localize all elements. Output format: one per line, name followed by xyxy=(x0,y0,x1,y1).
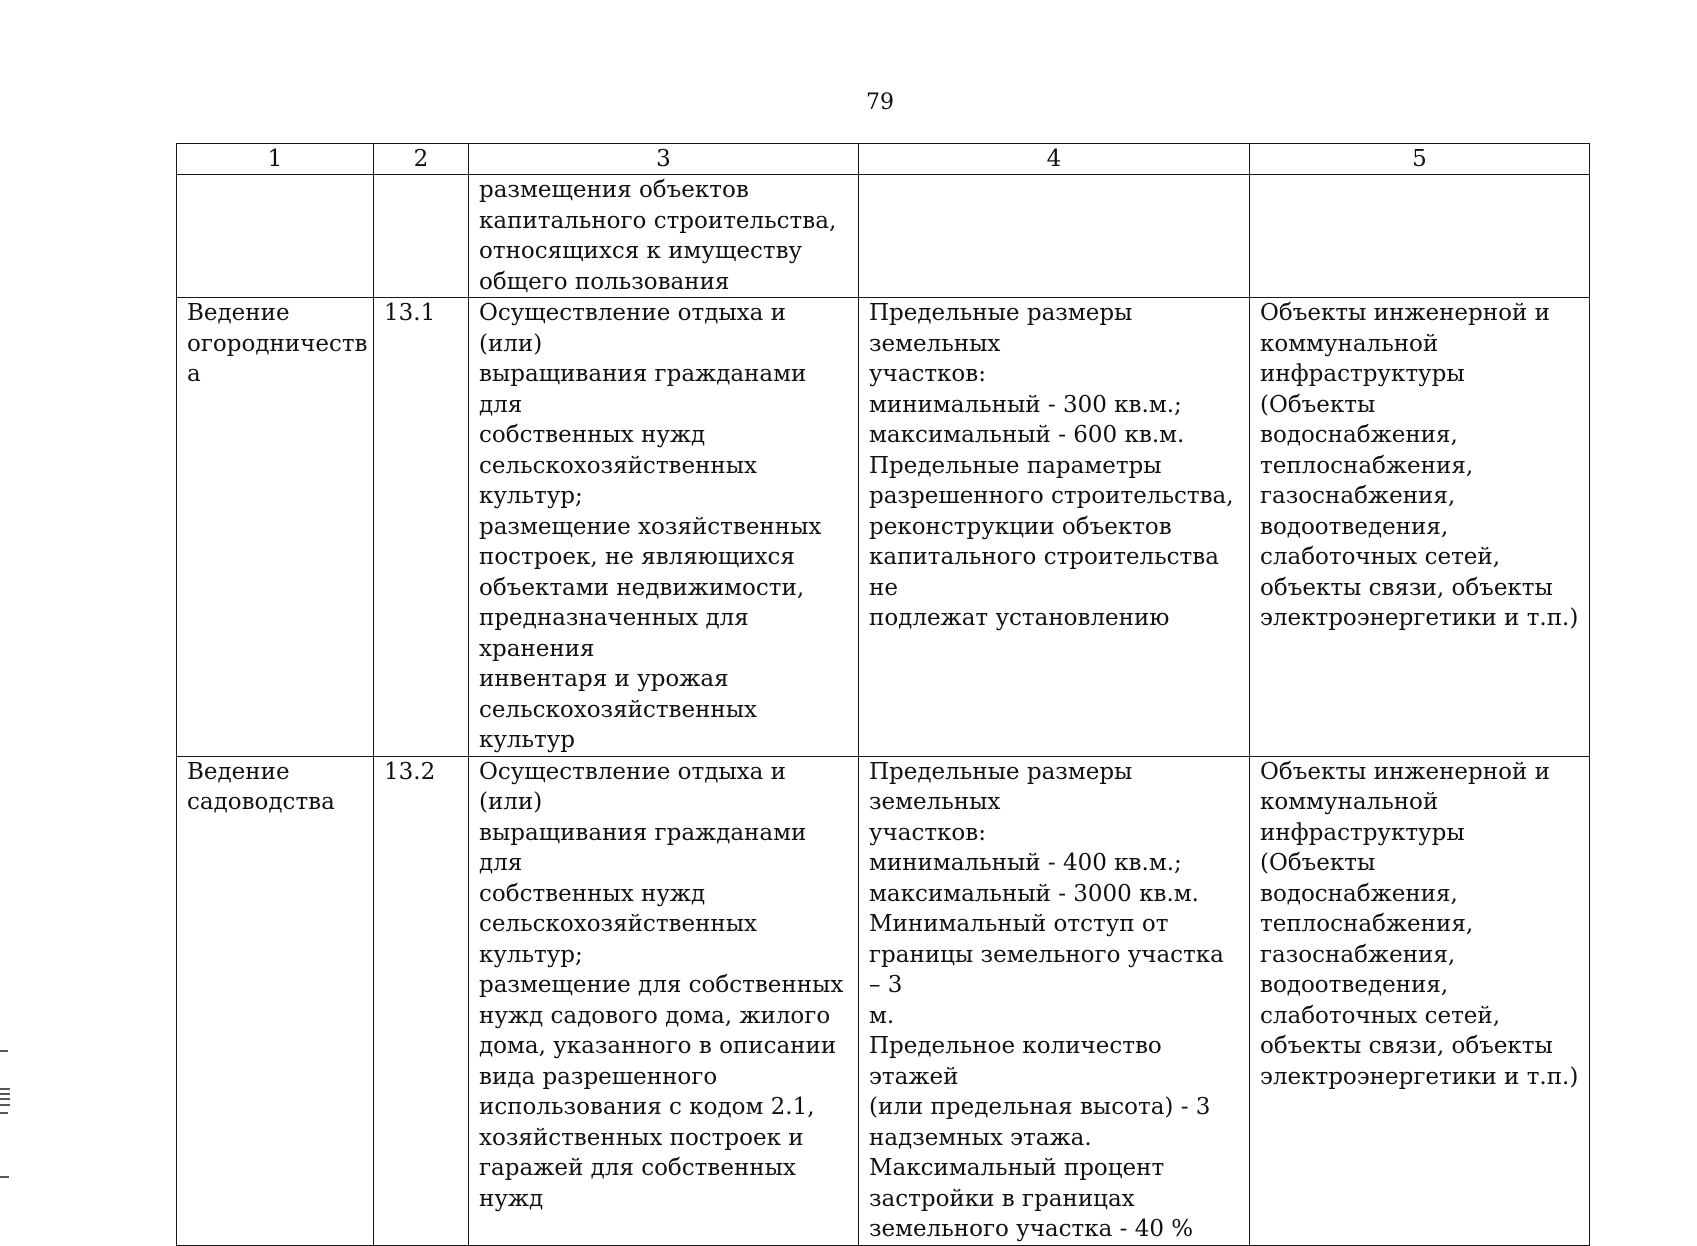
use-description-cell: Осуществление отдыха и (или) выращивания гражданами для собственных нужд сельскохозяйственных культур; размещение хозяйственных построек, не являющихся объектами недвижимости, предназначенных для хранения инвентаря и урожая сельскохозяйственных культур xyxy=(469,298,859,757)
scan-mark xyxy=(0,1093,10,1095)
use-code-cell xyxy=(374,175,469,298)
table-row xyxy=(177,756,1590,1245)
use-description-cell: размещения объектов капитального строительства, относящихся к имуществу общего пользования xyxy=(469,175,859,298)
auxiliary-uses-cell: Объекты инженерной и коммунальной инфраструктуры (Объекты водоснабжения, теплоснабжения, газоснабжения, водоотведения, слаботочных сетей, объекты связи, объекты электроэнергетики и т.п.) xyxy=(1250,298,1590,757)
table-row xyxy=(177,175,1590,298)
use-name-cell xyxy=(177,175,374,298)
scan-mark xyxy=(0,1088,10,1090)
auxiliary-uses-cell: Объекты инженерной и коммунальной инфраструктуры (Объекты водоснабжения, теплоснабжения, газоснабжения, водоотведения, слаботочных сетей, объекты связи, объекты электроэнергетики и т.п.) xyxy=(1250,756,1590,1245)
parameters-cell: Предельные размеры земельных участков: минимальный - 400 кв.м.; максимальный - 3000 кв.м. Минимальный отступ от границы земельного участка – 3 м. Предельное количество этажей (или предельная высота) - 3 надземных этажа. Максимальный процент застройки в границах земельного участка - 40 % xyxy=(859,756,1250,1245)
use-description-cell: Осуществление отдыха и (или) выращивания гражданами для собственных нужд сельскохозяйственных культур; размещение для собственных нужд садового дома, жилого дома, указанного в описании вида разрешенного использования с кодом 2.1, хозяйственных построек и гаражей для собственных нужд xyxy=(469,756,859,1245)
scan-mark xyxy=(0,1098,10,1100)
scan-mark xyxy=(0,1104,10,1106)
scan-mark xyxy=(0,1112,8,1114)
page-number: 79 xyxy=(866,90,894,115)
use-name-cell: Ведение огородничеств а xyxy=(177,298,374,757)
scan-mark xyxy=(0,1050,8,1052)
use-name-cell: Ведение садоводства xyxy=(177,756,374,1245)
auxiliary-uses-cell xyxy=(1250,175,1590,298)
parameters-cell: Предельные размеры земельных участков: минимальный - 300 кв.м.; максимальный - 600 кв.м. Предельные параметры разрешенного строительства, реконструкции объектов капитального строительства не подлежат установлению xyxy=(859,298,1250,757)
scan-mark xyxy=(0,1176,9,1178)
use-code-cell: 13.1 xyxy=(374,298,469,757)
column-header: 5 xyxy=(1250,144,1590,175)
land-use-table xyxy=(176,143,1590,1246)
column-header: 2 xyxy=(374,144,469,175)
column-header: 1 xyxy=(177,144,374,175)
table-header-row xyxy=(177,144,1590,175)
column-header: 3 xyxy=(469,144,859,175)
use-code-cell: 13.2 xyxy=(374,756,469,1245)
column-header: 4 xyxy=(859,144,1250,175)
table-row xyxy=(177,298,1590,757)
parameters-cell xyxy=(859,175,1250,298)
